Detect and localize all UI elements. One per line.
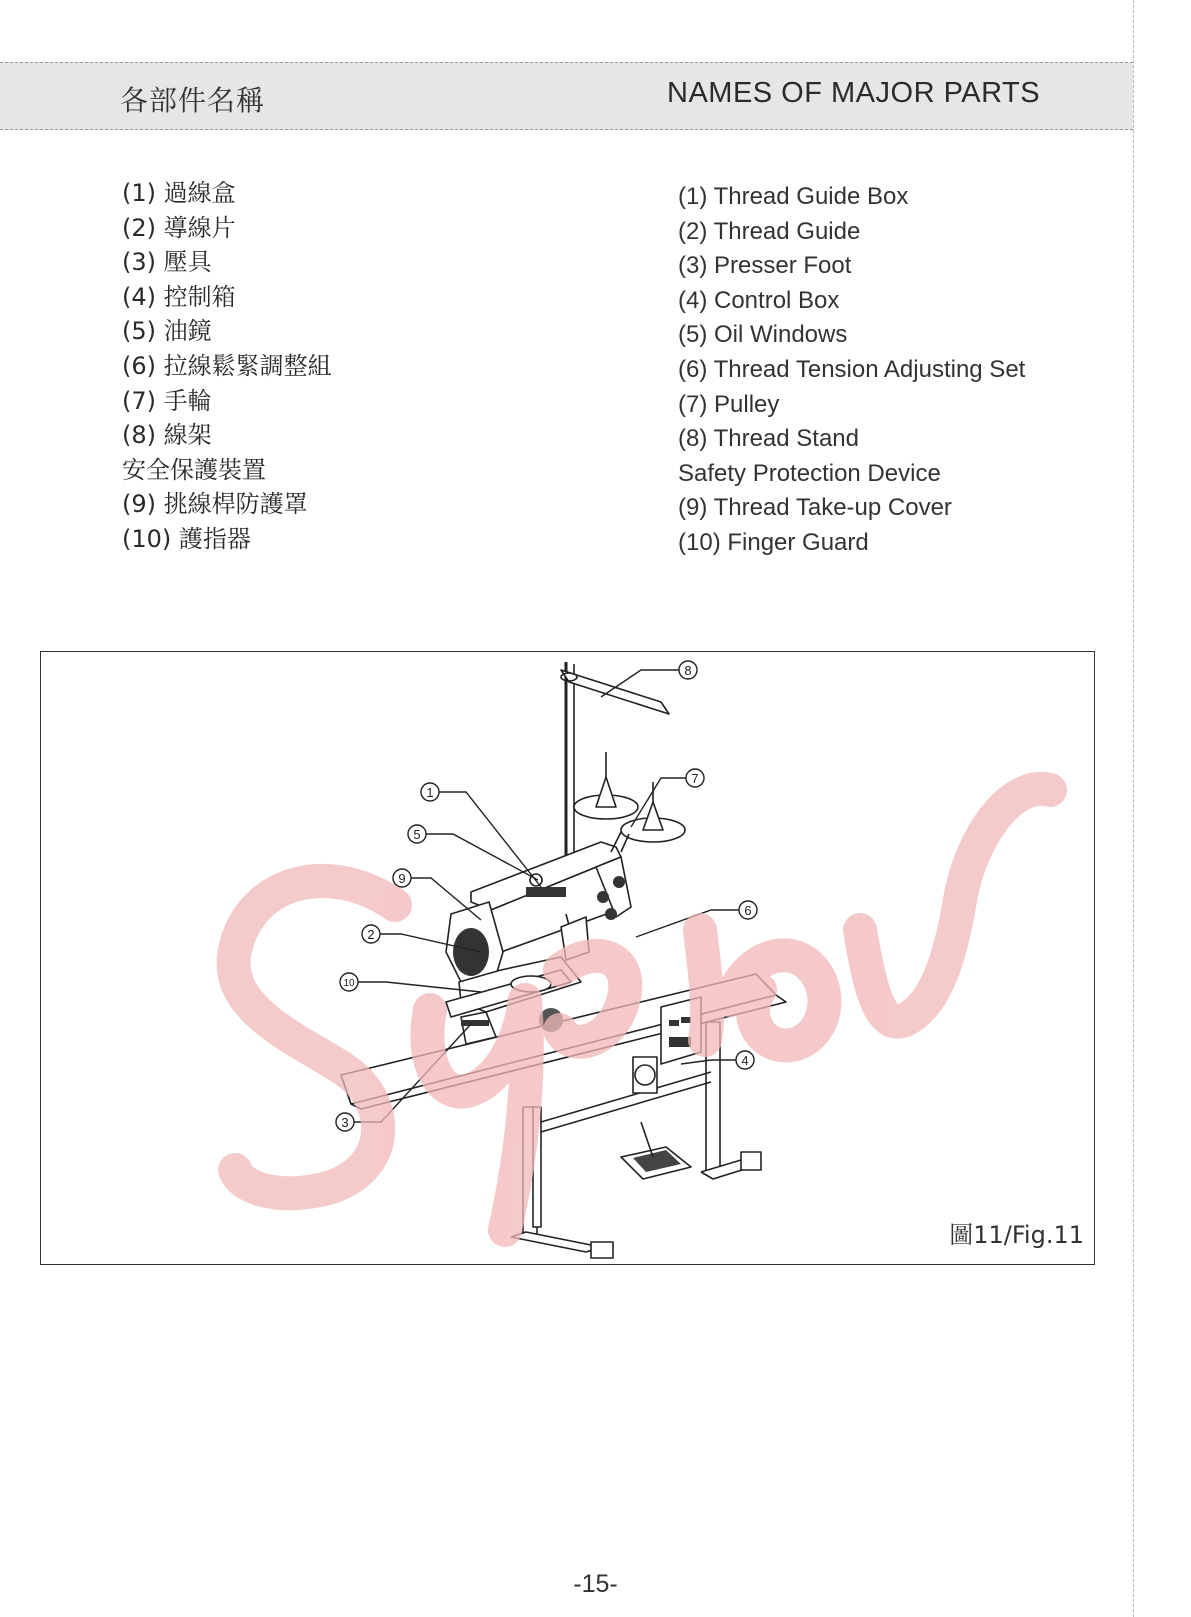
part-item-en: (10) Finger Guard — [678, 528, 869, 556]
part-item-en: (8) Thread Stand — [678, 425, 859, 453]
parts-list-chinese — [122, 176, 332, 557]
part-item-zh: (1) 過線盒 — [122, 179, 236, 207]
svg-text:9: 9 — [398, 871, 406, 886]
page-edge-guide — [1133, 0, 1134, 1617]
part-item-zh: (5) 油鏡 — [122, 317, 212, 346]
callout-7 — [686, 769, 704, 787]
callout-6 — [739, 901, 757, 919]
callout-5 — [408, 825, 426, 843]
thread-stand-drawing — [561, 662, 685, 862]
part-item-en: (6) Thread Tension Adjusting Set — [678, 355, 1026, 383]
svg-text:2: 2 — [367, 927, 375, 942]
part-item-en: (1) Thread Guide Box — [678, 183, 909, 210]
part-item-zh: (8) 線架 — [122, 421, 212, 450]
part-item-en: (2) Thread Guide — [678, 217, 861, 245]
callout-8 — [679, 661, 697, 679]
part-item-en: (5) Oil Windows — [678, 321, 848, 349]
svg-text:6: 6 — [744, 903, 752, 918]
sewing-machine-illustration — [41, 652, 1096, 1266]
part-item-zh: (10) 護指器 — [122, 524, 251, 553]
section-header — [0, 62, 1133, 130]
callout-2 — [362, 925, 380, 943]
parts-list-english — [678, 180, 1025, 561]
part-item-en: Safety Protection Device — [678, 459, 941, 487]
machine-figure — [40, 651, 1095, 1265]
svg-text:8: 8 — [684, 663, 692, 678]
section-title-english: NAMES OF MAJOR PARTS — [667, 77, 1041, 109]
part-item-en: (4) Control Box — [678, 286, 840, 314]
part-item-en: (9) Thread Take-up Cover — [678, 494, 952, 522]
figure-caption: 圖11/Fig.11 — [949, 1221, 1084, 1249]
part-item-en: (3) Presser Foot — [678, 252, 852, 280]
svg-text:7: 7 — [691, 771, 699, 786]
part-item-zh: (4) 控制箱 — [122, 282, 236, 311]
part-item-zh: (9) 挑線桿防護罩 — [122, 490, 308, 519]
callout-10 — [340, 973, 358, 991]
svg-text:1: 1 — [426, 785, 434, 800]
callout-9 — [393, 869, 411, 887]
svg-text:3: 3 — [341, 1115, 349, 1130]
part-item-zh: (6) 拉線鬆緊調整組 — [122, 351, 332, 380]
callout-3 — [336, 1113, 354, 1131]
callout-4 — [736, 1051, 754, 1069]
svg-text:10: 10 — [343, 978, 355, 989]
section-title-chinese: 各部件名稱 — [120, 84, 266, 117]
part-item-zh: (3) 壓具 — [122, 248, 212, 277]
part-item-zh: (7) 手輪 — [122, 386, 212, 415]
part-item-zh: (2) 導線片 — [122, 213, 236, 242]
svg-text:5: 5 — [413, 827, 421, 842]
svg-text:4: 4 — [741, 1053, 749, 1068]
part-item-en: (7) Pulley — [678, 390, 780, 418]
callout-1 — [421, 783, 439, 801]
part-item-zh: 安全保護裝置 — [122, 455, 266, 484]
page-number: -15- — [573, 1570, 618, 1598]
